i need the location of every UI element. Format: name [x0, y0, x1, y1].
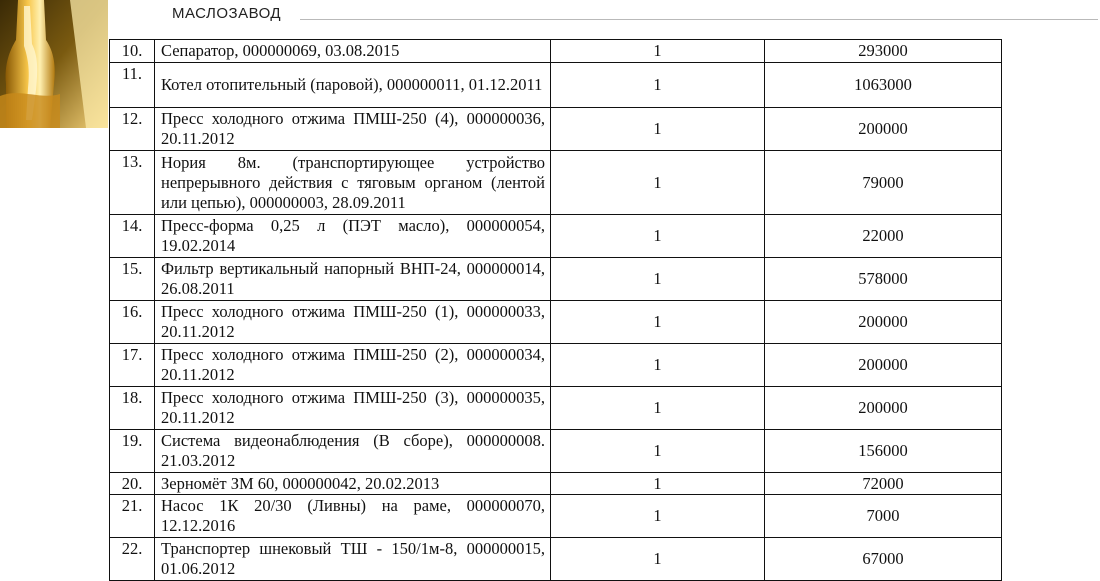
- asset-description: Пресс холодного отжима ПМШ-250 (3), 000000035, 20.11.2012: [155, 387, 551, 430]
- row-number: 10.: [110, 40, 155, 63]
- table-row: [110, 63, 1002, 108]
- row-number: 17.: [110, 344, 155, 387]
- header-rule: [300, 19, 1098, 20]
- asset-description: Пресс холодного отжима ПМШ-250 (1), 000000033, 20.11.2012: [155, 301, 551, 344]
- asset-value: 79000: [765, 151, 1002, 215]
- asset-description: Сепаратор, 000000069, 03.08.2015: [155, 40, 551, 63]
- asset-description: Нория 8м. (транспортирующее устройство непрерывного действия с тяговым органом (лентой или цепью), 000000003, 28.09.2011: [155, 151, 551, 215]
- table-row: [110, 258, 1002, 301]
- table-row: [110, 495, 1002, 538]
- asset-quantity: 1: [551, 215, 765, 258]
- table-row: [110, 344, 1002, 387]
- asset-value: 72000: [765, 473, 1002, 495]
- asset-value: 200000: [765, 387, 1002, 430]
- asset-description: Насос 1К 20/30 (Ливны) на раме, 000000070, 12.12.2016: [155, 495, 551, 538]
- asset-quantity: 1: [551, 387, 765, 430]
- table-row: [110, 151, 1002, 215]
- table-row: [110, 215, 1002, 258]
- asset-value: 156000: [765, 430, 1002, 473]
- row-number: 18.: [110, 387, 155, 430]
- oil-bottle-logo-graphic: [0, 0, 108, 128]
- asset-quantity: 1: [551, 40, 765, 63]
- asset-quantity: 1: [551, 151, 765, 215]
- asset-description: Пресс холодного отжима ПМШ-250 (2), 000000034, 20.11.2012: [155, 344, 551, 387]
- row-number: 13.: [110, 151, 155, 215]
- asset-value: 200000: [765, 301, 1002, 344]
- asset-quantity: 1: [551, 108, 765, 151]
- asset-quantity: 1: [551, 63, 765, 108]
- asset-description: Система видеонаблюдения (В сборе), 000000008. 21.03.2012: [155, 430, 551, 473]
- row-number: 20.: [110, 473, 155, 495]
- row-number: 12.: [110, 108, 155, 151]
- asset-value: 293000: [765, 40, 1002, 63]
- asset-value: 200000: [765, 344, 1002, 387]
- table-row: [110, 538, 1002, 581]
- asset-description: Зерномёт ЗМ 60, 000000042, 20.02.2013: [155, 473, 551, 495]
- table-row: [110, 430, 1002, 473]
- asset-quantity: 1: [551, 258, 765, 301]
- asset-value: 67000: [765, 538, 1002, 581]
- asset-description: Фильтр вертикальный напорный ВНП-24, 000000014, 26.08.2011: [155, 258, 551, 301]
- asset-table: [109, 39, 1002, 581]
- asset-value: 7000: [765, 495, 1002, 538]
- brand-name: МАСЛОЗАВОД: [172, 5, 282, 22]
- table-row: [110, 473, 1002, 495]
- asset-value: 200000: [765, 108, 1002, 151]
- asset-description: Котел отопительный (паровой), 000000011, 01.12.2011: [155, 63, 551, 108]
- asset-quantity: 1: [551, 538, 765, 581]
- table-row: [110, 40, 1002, 63]
- asset-description: Транспортер шнековый ТШ - 150/1м-8, 000000015, 01.06.2012: [155, 538, 551, 581]
- row-number: 21.: [110, 495, 155, 538]
- table-row: [110, 108, 1002, 151]
- row-number: 11.: [110, 63, 155, 108]
- asset-value: 578000: [765, 258, 1002, 301]
- row-number: 19.: [110, 430, 155, 473]
- asset-quantity: 1: [551, 473, 765, 495]
- asset-quantity: 1: [551, 344, 765, 387]
- asset-value: 1063000: [765, 63, 1002, 108]
- row-number: 16.: [110, 301, 155, 344]
- asset-description: Пресс холодного отжима ПМШ-250 (4), 000000036, 20.11.2012: [155, 108, 551, 151]
- row-number: 15.: [110, 258, 155, 301]
- asset-quantity: 1: [551, 495, 765, 538]
- asset-quantity: 1: [551, 301, 765, 344]
- row-number: 14.: [110, 215, 155, 258]
- asset-description: Пресс-форма 0,25 л (ПЭТ масло), 000000054, 19.02.2014: [155, 215, 551, 258]
- table-row: [110, 301, 1002, 344]
- table-row: [110, 387, 1002, 430]
- oil-bottle-logo: [0, 0, 108, 128]
- asset-value: 22000: [765, 215, 1002, 258]
- asset-quantity: 1: [551, 430, 765, 473]
- row-number: 22.: [110, 538, 155, 581]
